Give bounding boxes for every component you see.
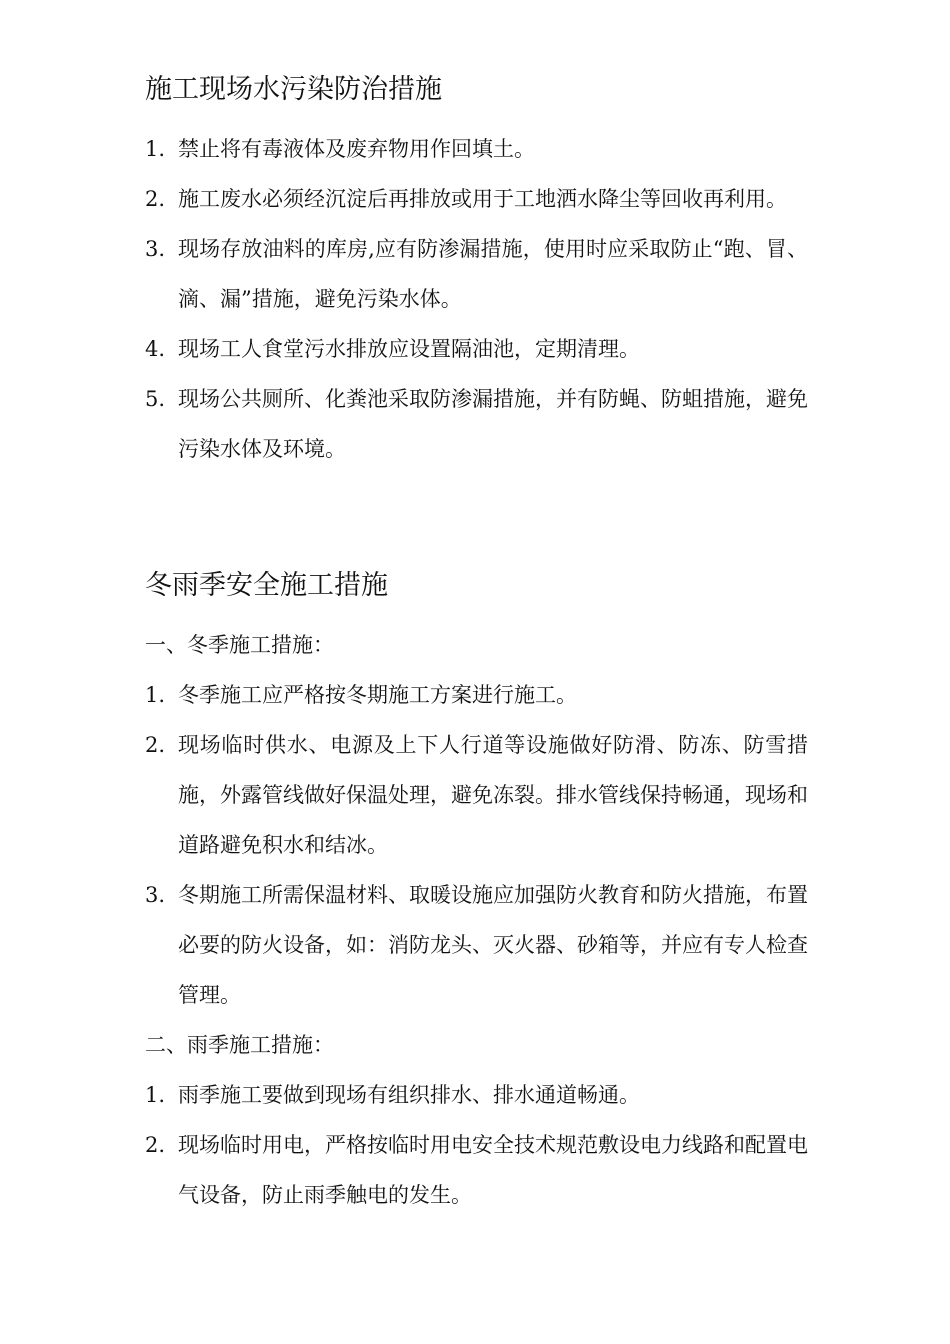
winter-measures-list xyxy=(145,670,825,1020)
item-number: 2. xyxy=(145,187,166,211)
item-number: 4. xyxy=(145,337,166,361)
list-item xyxy=(145,1070,808,1120)
item-number: 5. xyxy=(145,387,166,411)
item-number: 2. xyxy=(145,1133,166,1157)
list-item xyxy=(145,720,808,870)
item-number: 1. xyxy=(145,683,166,707)
seasonal-safety-title: 冬雨季安全施工措施 xyxy=(145,570,388,601)
item-text: 现场公共厕所、化粪池采取防渗漏措施，并有防蝇、防蛆措施，避免污染水体及环境。 xyxy=(178,387,808,461)
item-number: 1. xyxy=(145,137,166,161)
item-number: 2. xyxy=(145,733,166,757)
rainy-measures-list xyxy=(145,1070,825,1220)
item-text: 禁止将有毒液体及废弃物用作回填土。 xyxy=(178,137,535,161)
item-text: 雨季施工要做到现场有组织排水、排水通道畅通。 xyxy=(178,1083,640,1107)
item-text: 现场存放油料的库房,应有防渗漏措施，使用时应采取防止“跑、冒、滴、漏”措施，避免污染水体。 xyxy=(178,237,808,311)
list-item xyxy=(145,174,808,224)
item-text: 现场临时供水、电源及上下人行道等设施做好防滑、防冻、防雪措施，外露管线做好保温处理，避免冻裂。排水管线保持畅通，现场和道路避免积水和结冰。 xyxy=(178,733,808,857)
list-item xyxy=(145,870,808,1020)
list-item xyxy=(145,670,808,720)
list-item xyxy=(145,1120,808,1220)
water-pollution-list xyxy=(145,124,825,474)
list-item xyxy=(145,224,808,324)
water-pollution-section xyxy=(145,70,825,474)
item-text: 现场工人食堂污水排放应设置隔油池，定期清理。 xyxy=(178,337,640,361)
winter-measures-heading: 一、冬季施工措施： xyxy=(145,633,334,657)
item-text: 施工废水必须经沉淀后再排放或用于工地洒水降尘等回收再利用。 xyxy=(178,187,787,211)
item-text: 冬季施工应严格按冬期施工方案进行施工。 xyxy=(178,683,577,707)
item-number: 3. xyxy=(145,237,166,261)
rainy-measures-heading: 二、雨季施工措施： xyxy=(145,1033,334,1057)
seasonal-safety-section xyxy=(145,566,825,1220)
water-pollution-title: 施工现场水污染防治措施 xyxy=(145,74,442,105)
item-number: 1. xyxy=(145,1083,166,1107)
list-item xyxy=(145,324,808,374)
list-item xyxy=(145,124,808,174)
item-text: 现场临时用电，严格按临时用电安全技术规范敷设电力线路和配置电气设备，防止雨季触电的发生。 xyxy=(178,1133,808,1207)
list-item xyxy=(145,374,808,474)
item-text: 冬期施工所需保温材料、取暖设施应加强防火教育和防火措施，布置必要的防火设备，如：消防龙头、灭火器、砂箱等，并应有专人检查管理。 xyxy=(178,883,808,1007)
item-number: 3. xyxy=(145,883,166,907)
